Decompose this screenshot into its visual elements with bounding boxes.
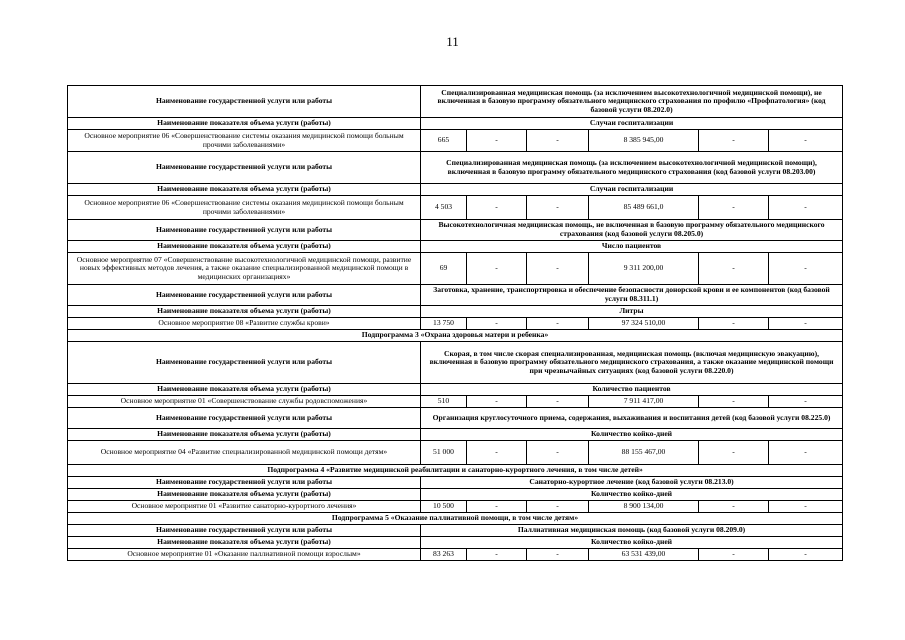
- service-row: [68, 342, 843, 384]
- service-row: [68, 285, 843, 306]
- volume-cell: 10 500: [421, 501, 467, 513]
- volume-cell: 69: [421, 253, 467, 285]
- amount-cell: 7 911 417,00: [589, 396, 699, 408]
- activity-row: [68, 396, 843, 408]
- indicator-label: Наименование показателя объема услуги (работы): [68, 384, 421, 396]
- amount-cell: 97 324 510,00: [589, 318, 699, 330]
- empty-cell: -: [467, 501, 527, 513]
- empty-cell: -: [769, 441, 843, 465]
- indicator-row: [68, 241, 843, 253]
- service-row: [68, 152, 843, 184]
- indicator-value: Количество койко-дней: [421, 429, 843, 441]
- indicator-value: Количество пациентов: [421, 384, 843, 396]
- indicator-label: Наименование показателя объема услуги (работы): [68, 537, 421, 549]
- indicator-label: Наименование показателя объема услуги (работы): [68, 306, 421, 318]
- service-label: Наименование государственной услуги или работы: [68, 525, 421, 537]
- volume-cell: 665: [421, 130, 467, 152]
- amount-cell: 8 900 134,00: [589, 501, 699, 513]
- empty-cell: -: [467, 441, 527, 465]
- indicator-row: [68, 184, 843, 196]
- service-value: Специализированная медицинская помощь (за исключением высокотехнологичной медицинской помощи), не включенная в базовую программу обязательного медицинского страхования по профилю «Профпатология» (код базовой услуги 08.202.0): [421, 86, 843, 118]
- service-label: Наименование государственной услуги или работы: [68, 285, 421, 306]
- service-value: Заготовка, хранение, транспортировка и обеспечение безопасности донорской крови и ее компонентов (код базовой услуги 08.311.1): [421, 285, 843, 306]
- activity-name: Основное мероприятие 01 «Совершенствование службы родовспоможения»: [68, 396, 421, 408]
- empty-cell: -: [527, 253, 589, 285]
- activity-row: [68, 253, 843, 285]
- activity-name: Основное мероприятие 01 «Оказание паллиативной помощи взрослым»: [68, 549, 421, 561]
- indicator-value: Количество койко-дней: [421, 537, 843, 549]
- empty-cell: -: [769, 253, 843, 285]
- indicator-row: [68, 118, 843, 130]
- indicator-label: Наименование показателя объема услуги (работы): [68, 184, 421, 196]
- service-row: [68, 86, 843, 118]
- service-label: Наименование государственной услуги или работы: [68, 342, 421, 384]
- empty-cell: -: [769, 130, 843, 152]
- empty-cell: -: [527, 130, 589, 152]
- amount-cell: 63 531 439,00: [589, 549, 699, 561]
- service-label: Наименование государственной услуги или работы: [68, 477, 421, 489]
- empty-cell: -: [699, 441, 769, 465]
- activity-name: Основное мероприятие 04 «Развитие специализированной медицинской помощи детям»: [68, 441, 421, 465]
- subprogram-row: [68, 465, 843, 477]
- empty-cell: -: [467, 396, 527, 408]
- amount-cell: 8 385 945,00: [589, 130, 699, 152]
- indicator-row: [68, 489, 843, 501]
- indicator-value: Количество койко-дней: [421, 489, 843, 501]
- empty-cell: -: [699, 196, 769, 220]
- service-label: Наименование государственной услуги или работы: [68, 220, 421, 241]
- indicator-value: Случаи госпитализации: [421, 118, 843, 130]
- empty-cell: -: [527, 549, 589, 561]
- subprogram-title: Подпрограмма 3 «Охрана здоровья матери и ребенка»: [68, 330, 843, 342]
- empty-cell: -: [769, 396, 843, 408]
- empty-cell: -: [527, 396, 589, 408]
- indicator-row: [68, 384, 843, 396]
- indicator-value: Литры: [421, 306, 843, 318]
- indicator-value: Число пациентов: [421, 241, 843, 253]
- service-row: [68, 525, 843, 537]
- empty-cell: -: [769, 318, 843, 330]
- indicator-label: Наименование показателя объема услуги (работы): [68, 118, 421, 130]
- service-label: Наименование государственной услуги или работы: [68, 408, 421, 429]
- empty-cell: -: [467, 549, 527, 561]
- service-value: Скорая, в том числе скорая специализированная, медицинская помощь (включая медицинскую эвакуацию), включенная в базовую программу обязательного медицинского страхования, а также оказание медицинской помощи при чрезвычайных ситуациях (код базовой услуги 08.220.0): [421, 342, 843, 384]
- service-value: Специализированная медицинская помощь (за исключением высокотехнологичной медицинской помощи), включенная в базовую программу обязательного медицинского страхования (код базовой услуги 08.203.00): [421, 152, 843, 184]
- amount-cell: 85 489 661,0: [589, 196, 699, 220]
- service-label: Наименование государственной услуги или работы: [68, 152, 421, 184]
- indicator-label: Наименование показателя объема услуги (работы): [68, 241, 421, 253]
- indicator-label: Наименование показателя объема услуги (работы): [68, 489, 421, 501]
- activity-name: Основное мероприятие 06 «Совершенствование системы оказания медицинской помощи больным прочими заболеваниями»: [68, 130, 421, 152]
- subprogram-row: [68, 513, 843, 525]
- activity-row: [68, 130, 843, 152]
- volume-cell: 13 750: [421, 318, 467, 330]
- service-row: [68, 220, 843, 241]
- indicator-row: [68, 306, 843, 318]
- empty-cell: -: [527, 196, 589, 220]
- service-volume-table: [67, 85, 843, 561]
- amount-cell: 9 311 200,00: [589, 253, 699, 285]
- service-row: [68, 477, 843, 489]
- subprogram-row: [68, 330, 843, 342]
- volume-cell: 83 263: [421, 549, 467, 561]
- activity-row: [68, 196, 843, 220]
- activity-row: [68, 501, 843, 513]
- empty-cell: -: [467, 318, 527, 330]
- empty-cell: -: [699, 253, 769, 285]
- empty-cell: -: [527, 318, 589, 330]
- empty-cell: -: [467, 130, 527, 152]
- service-row: [68, 408, 843, 429]
- activity-row: [68, 441, 843, 465]
- volume-cell: 4 503: [421, 196, 467, 220]
- volume-cell: 51 000: [421, 441, 467, 465]
- empty-cell: -: [769, 549, 843, 561]
- service-value: Высокотехнологичная медицинская помощь, не включенная в базовую программу обязательного медицинского страхования (код базовой услуги 08.205.0): [421, 220, 843, 241]
- activity-name: Основное мероприятие 01 «Развитие санаторно-курортного лечения»: [68, 501, 421, 513]
- empty-cell: -: [527, 501, 589, 513]
- activity-name: Основное мероприятие 08 «Развитие службы крови»: [68, 318, 421, 330]
- empty-cell: -: [699, 396, 769, 408]
- activity-row: [68, 318, 843, 330]
- service-value: Организация круглосуточного приема, содержания, выхаживания и воспитания детей (код базовой услуги 08.225.0): [421, 408, 843, 429]
- activity-name: Основное мероприятие 07 «Совершенствование высокотехнологичной медицинской помощи, развитие новых эффективных методов лечения, а также оказание специализированной медицинской помощи в медицинских организациях»: [68, 253, 421, 285]
- indicator-row: [68, 537, 843, 549]
- empty-cell: -: [699, 501, 769, 513]
- amount-cell: 88 155 467,00: [589, 441, 699, 465]
- empty-cell: -: [699, 549, 769, 561]
- empty-cell: -: [699, 130, 769, 152]
- subprogram-title: Подпрограмма 5 «Оказание паллиативной помощи, в том числе детям»: [68, 513, 843, 525]
- activity-name: Основное мероприятие 06 «Совершенствование системы оказания медицинской помощи больным прочими заболеваниями»: [68, 196, 421, 220]
- empty-cell: -: [769, 501, 843, 513]
- empty-cell: -: [467, 196, 527, 220]
- empty-cell: -: [467, 253, 527, 285]
- service-value: Паллиативная медицинская помощь (код базовой услуги 08.209.0): [421, 525, 843, 537]
- activity-row: [68, 549, 843, 561]
- service-label: Наименование государственной услуги или работы: [68, 86, 421, 118]
- volume-cell: 510: [421, 396, 467, 408]
- subprogram-title: Подпрограмма 4 «Развитие медицинской реабилитации и санаторно-курортного лечения, в том числе детей»: [68, 465, 843, 477]
- indicator-value: Случаи госпитализации: [421, 184, 843, 196]
- service-value: Санаторно-курортное лечение (код базовой услуги 08.213.0): [421, 477, 843, 489]
- indicator-row: [68, 429, 843, 441]
- indicator-label: Наименование показателя объема услуги (работы): [68, 429, 421, 441]
- empty-cell: -: [769, 196, 843, 220]
- empty-cell: -: [527, 441, 589, 465]
- empty-cell: -: [699, 318, 769, 330]
- page-number: 11: [446, 34, 459, 49]
